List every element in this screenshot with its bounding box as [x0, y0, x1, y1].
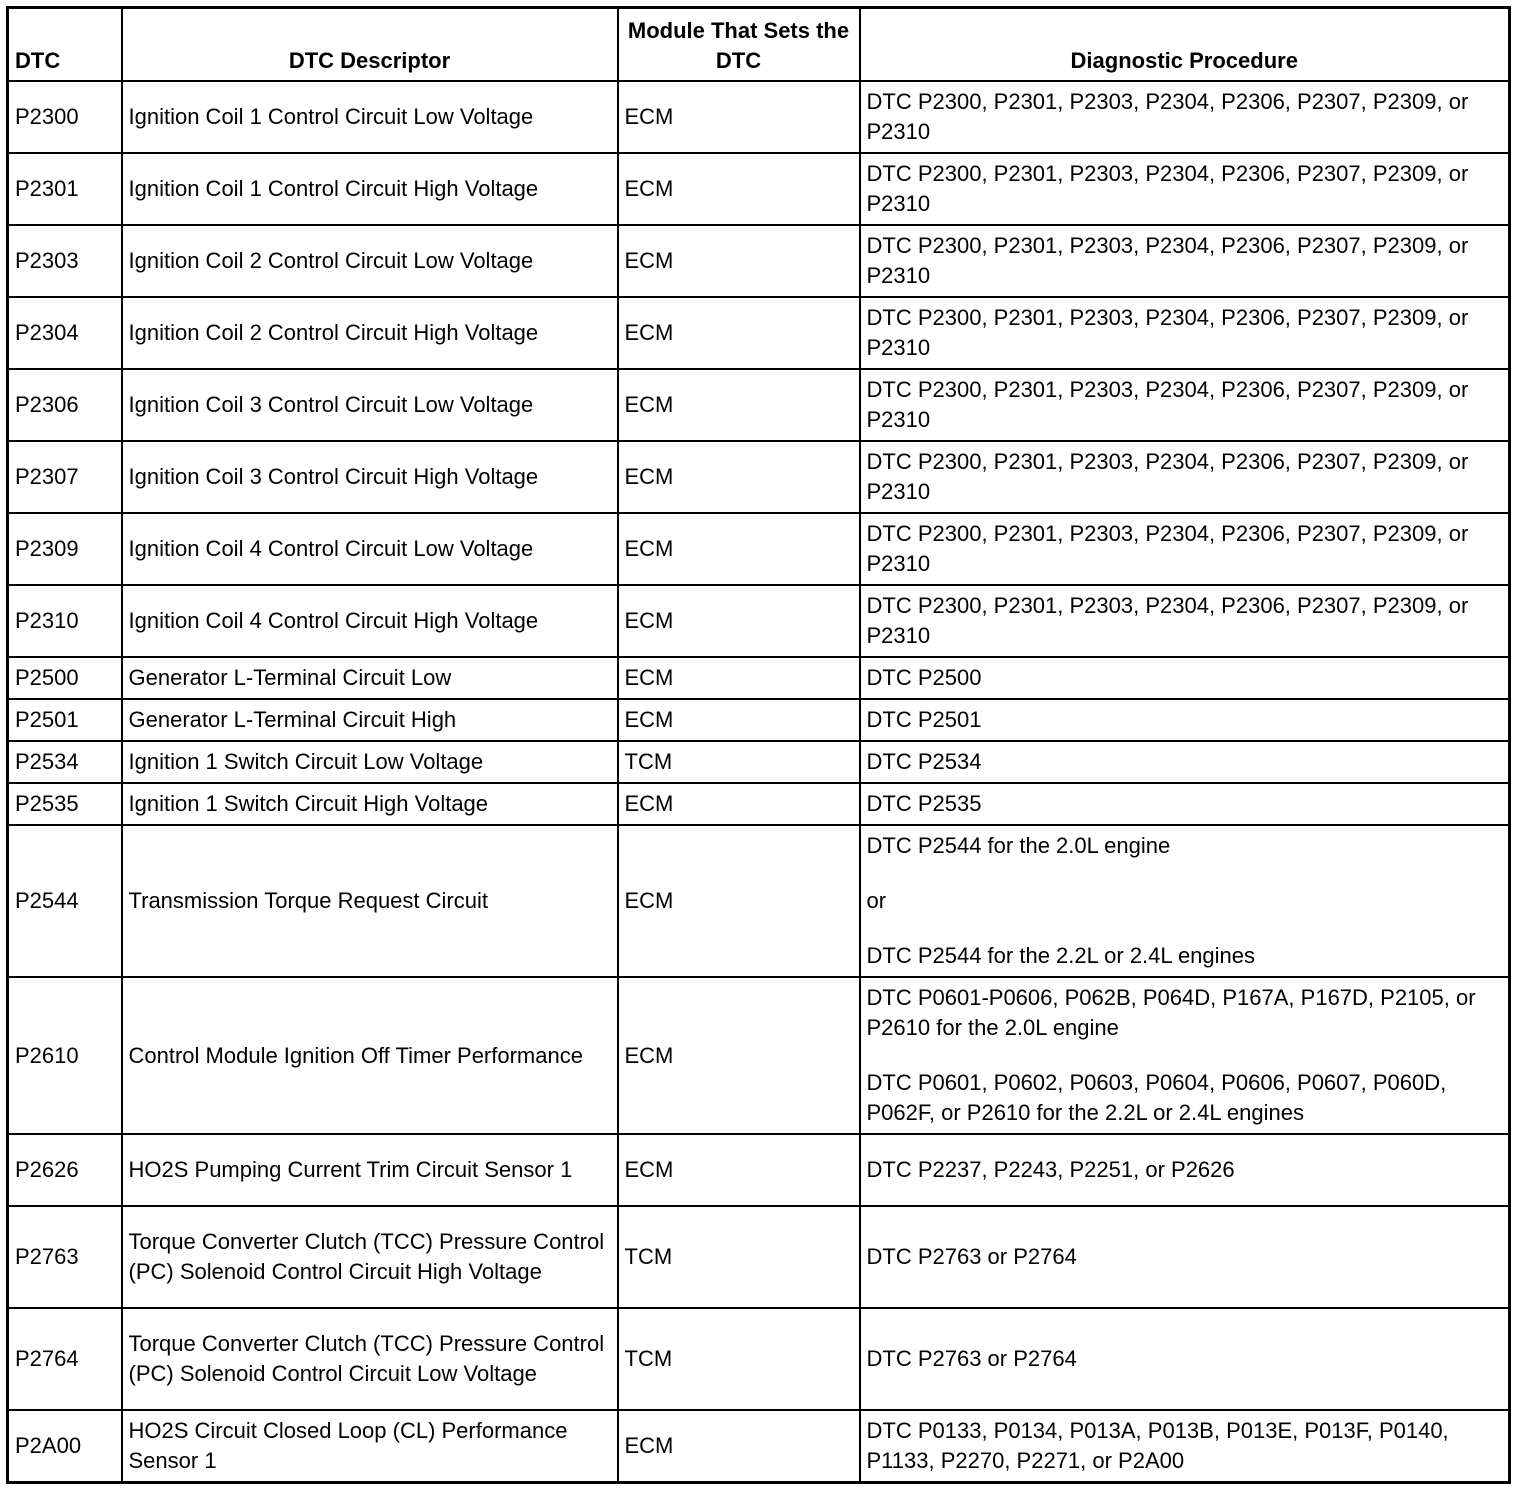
diagnostic-procedure: DTC P2300, P2301, P2303, P2304, P2306, P2307, P2309, or P2310	[860, 153, 1510, 225]
dtc-code: P2534	[8, 741, 122, 783]
procedure-line: or	[866, 888, 887, 913]
dtc-code: P2A00	[8, 1410, 122, 1483]
dtc-code: P2544	[8, 825, 122, 977]
dtc-descriptor: HO2S Circuit Closed Loop (CL) Performance Sensor 1	[122, 1410, 618, 1483]
diagnostic-procedure: DTC P2300, P2301, P2303, P2304, P2306, P2307, P2309, or P2310	[860, 81, 1510, 153]
header-dtc: DTC	[8, 8, 122, 82]
dtc-descriptor: Ignition 1 Switch Circuit High Voltage	[122, 783, 618, 825]
dtc-module: ECM	[618, 977, 860, 1134]
diagnostic-procedure: DTC P0133, P0134, P013A, P013B, P013E, P013F, P0140, P1133, P2270, P2271, or P2A00	[860, 1410, 1510, 1483]
dtc-code: P2304	[8, 297, 122, 369]
procedure-line: DTC P2544 for the 2.2L or 2.4L engines	[866, 943, 1256, 968]
diagnostic-procedure: DTC P2534	[860, 741, 1510, 783]
dtc-module: ECM	[618, 81, 860, 153]
header-module: Module That Sets the DTC	[618, 8, 860, 82]
dtc-code: P2306	[8, 369, 122, 441]
diagnostic-procedure: DTC P2300, P2301, P2303, P2304, P2306, P2307, P2309, or P2310	[860, 369, 1510, 441]
dtc-descriptor: HO2S Pumping Current Trim Circuit Sensor 1	[122, 1134, 618, 1206]
table-row	[8, 297, 1510, 369]
procedure-line: DTC P0601, P0602, P0603, P0604, P0606, P0607, P060D, P062F, or P2610 for the 2.2L or 2.4L engines	[866, 1070, 1447, 1125]
dtc-code: P2610	[8, 977, 122, 1134]
dtc-descriptor: Ignition 1 Switch Circuit Low Voltage	[122, 741, 618, 783]
dtc-module: TCM	[618, 741, 860, 783]
table-row	[8, 153, 1510, 225]
dtc-descriptor: Ignition Coil 3 Control Circuit Low Voltage	[122, 369, 618, 441]
dtc-descriptor: Generator L-Terminal Circuit Low	[122, 657, 618, 699]
diagnostic-procedure: DTC P2300, P2301, P2303, P2304, P2306, P2307, P2309, or P2310	[860, 225, 1510, 297]
procedure-line: DTC P0601-P0606, P062B, P064D, P167A, P167D, P2105, or P2610 for the 2.0L engine	[866, 985, 1476, 1040]
dtc-module: ECM	[618, 153, 860, 225]
diagnostic-procedure	[860, 977, 1510, 1134]
dtc-code: P2763	[8, 1206, 122, 1308]
dtc-descriptor: Control Module Ignition Off Timer Performance	[122, 977, 618, 1134]
dtc-code: P2303	[8, 225, 122, 297]
dtc-descriptor: Ignition Coil 4 Control Circuit High Voltage	[122, 585, 618, 657]
table-row	[8, 225, 1510, 297]
diagnostic-procedure: DTC P2535	[860, 783, 1510, 825]
dtc-table	[6, 6, 1511, 1484]
table-row	[8, 825, 1510, 977]
header-descriptor: DTC Descriptor	[122, 8, 618, 82]
dtc-descriptor: Generator L-Terminal Circuit High	[122, 699, 618, 741]
diagnostic-procedure: DTC P2763 or P2764	[860, 1308, 1510, 1410]
procedure-line: DTC P2544 for the 2.0L engine	[866, 833, 1171, 858]
dtc-code: P2301	[8, 153, 122, 225]
dtc-descriptor: Ignition Coil 3 Control Circuit High Voltage	[122, 441, 618, 513]
dtc-module: ECM	[618, 825, 860, 977]
dtc-code: P2300	[8, 81, 122, 153]
dtc-module: TCM	[618, 1206, 860, 1308]
dtc-module: ECM	[618, 1134, 860, 1206]
dtc-descriptor: Torque Converter Clutch (TCC) Pressure Control (PC) Solenoid Control Circuit High Voltage	[122, 1206, 618, 1308]
diagnostic-procedure: DTC P2500	[860, 657, 1510, 699]
table-row	[8, 699, 1510, 741]
table-row	[8, 585, 1510, 657]
diagnostic-procedure: DTC P2300, P2301, P2303, P2304, P2306, P2307, P2309, or P2310	[860, 441, 1510, 513]
dtc-module: ECM	[618, 699, 860, 741]
dtc-code: P2309	[8, 513, 122, 585]
header-procedure: Diagnostic Procedure	[860, 8, 1510, 82]
dtc-module: ECM	[618, 783, 860, 825]
dtc-module: ECM	[618, 513, 860, 585]
dtc-descriptor: Ignition Coil 1 Control Circuit Low Voltage	[122, 81, 618, 153]
dtc-code: P2626	[8, 1134, 122, 1206]
dtc-code: P2310	[8, 585, 122, 657]
table-row	[8, 369, 1510, 441]
dtc-descriptor: Ignition Coil 2 Control Circuit Low Voltage	[122, 225, 618, 297]
table-row	[8, 1206, 1510, 1308]
header-row	[8, 8, 1510, 82]
dtc-code: P2500	[8, 657, 122, 699]
table-row	[8, 81, 1510, 153]
dtc-module: ECM	[618, 225, 860, 297]
dtc-descriptor: Ignition Coil 4 Control Circuit Low Voltage	[122, 513, 618, 585]
dtc-module: TCM	[618, 1308, 860, 1410]
dtc-module: ECM	[618, 297, 860, 369]
table-row	[8, 441, 1510, 513]
table-row	[8, 513, 1510, 585]
dtc-module: ECM	[618, 441, 860, 513]
dtc-module: ECM	[618, 1410, 860, 1483]
dtc-module: ECM	[618, 369, 860, 441]
diagnostic-procedure: DTC P2300, P2301, P2303, P2304, P2306, P2307, P2309, or P2310	[860, 297, 1510, 369]
dtc-code: P2535	[8, 783, 122, 825]
dtc-module: ECM	[618, 585, 860, 657]
table-row	[8, 741, 1510, 783]
diagnostic-procedure: DTC P2237, P2243, P2251, or P2626	[860, 1134, 1510, 1206]
dtc-module: ECM	[618, 657, 860, 699]
dtc-descriptor: Transmission Torque Request Circuit	[122, 825, 618, 977]
diagnostic-procedure: DTC P2300, P2301, P2303, P2304, P2306, P2307, P2309, or P2310	[860, 585, 1510, 657]
diagnostic-procedure	[860, 825, 1510, 977]
dtc-code: P2764	[8, 1308, 122, 1410]
table-row	[8, 1308, 1510, 1410]
table-row	[8, 657, 1510, 699]
diagnostic-procedure: DTC P2763 or P2764	[860, 1206, 1510, 1308]
table-row	[8, 1134, 1510, 1206]
table-row	[8, 977, 1510, 1134]
dtc-descriptor: Ignition Coil 1 Control Circuit High Voltage	[122, 153, 618, 225]
dtc-descriptor: Torque Converter Clutch (TCC) Pressure Control (PC) Solenoid Control Circuit Low Voltage	[122, 1308, 618, 1410]
dtc-descriptor: Ignition Coil 2 Control Circuit High Voltage	[122, 297, 618, 369]
table-row	[8, 1410, 1510, 1483]
table-row	[8, 783, 1510, 825]
diagnostic-procedure: DTC P2501	[860, 699, 1510, 741]
dtc-code: P2307	[8, 441, 122, 513]
diagnostic-procedure: DTC P2300, P2301, P2303, P2304, P2306, P2307, P2309, or P2310	[860, 513, 1510, 585]
dtc-code: P2501	[8, 699, 122, 741]
